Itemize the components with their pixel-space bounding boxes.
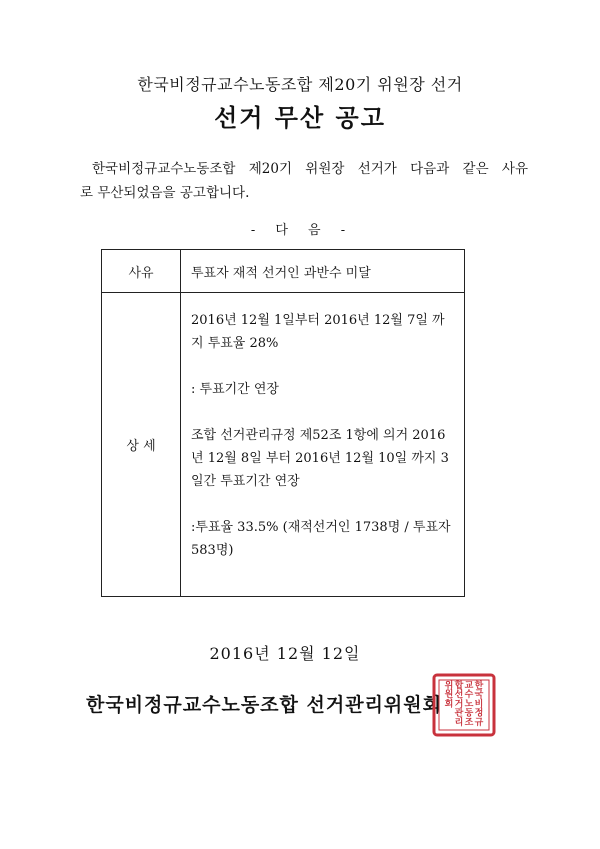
- detail-paragraph: 2016년 12월 1일부터 2016년 12월 7일 까지 투표율 28%: [191, 313, 445, 351]
- seal-glyph: 거: [454, 699, 464, 710]
- seal-glyph: 비: [474, 699, 484, 710]
- seal-glyph: 노: [464, 699, 474, 710]
- detail-row: [102, 293, 465, 597]
- detail-cell: [181, 293, 465, 597]
- seal-glyph: 회: [444, 699, 454, 710]
- seal-glyph: 선: [454, 690, 464, 701]
- seal-glyph: 조: [464, 717, 474, 728]
- announcement-title: 선거 무산 공고: [214, 104, 386, 132]
- detail-label: 상 세: [102, 293, 181, 597]
- reason-row: [102, 250, 465, 293]
- seal-glyph: 국: [474, 690, 484, 701]
- seal-glyph: 리: [454, 717, 464, 728]
- seal-glyph: 수: [464, 690, 474, 701]
- intro-line-1: 한국비정규교수노동조합 제20기 위원장 선거가 다음과 같은 사유: [92, 161, 528, 177]
- seal-glyph: 한: [474, 681, 484, 691]
- notice-table: [101, 249, 465, 597]
- seal-glyph: 원: [444, 690, 454, 701]
- intro-paragraph: [80, 157, 528, 205]
- intro-line-2: 로 무산되었음을 공고합니다.: [80, 185, 250, 201]
- detail-paragraph: : 투표기간 연장: [191, 382, 279, 397]
- official-seal-stamp: [432, 673, 496, 737]
- seal-glyph: 관: [454, 708, 464, 719]
- seal-glyph: 정: [474, 708, 484, 719]
- section-heading: - 다 음 -: [250, 223, 350, 238]
- seal-glyph: 합: [454, 681, 464, 691]
- reason-value: 투표자 재적 선거인 과반수 미달: [181, 250, 465, 293]
- seal-glyph: 규: [474, 717, 484, 728]
- seal-glyph: 동: [464, 708, 474, 719]
- detail-paragraph: :투표율 33.5% (재적선거인 1738명 / 투표자 583명): [191, 520, 451, 558]
- seal-glyph: 교: [464, 681, 474, 691]
- organization-name: 한국비정규교수노동조합 선거관리위원회: [86, 694, 442, 716]
- announcement-date: 2016년 12월 12일: [209, 644, 361, 663]
- seal-glyph: 위: [444, 681, 454, 691]
- detail-paragraph: 조합 선거관리규정 제52조 1항에 의거 2016년 12월 8일 부터 2016년 12월 10일 까지 3일간 투표기간 연장: [191, 428, 449, 489]
- announcement-subtitle: 한국비정규교수노동조합 제20기 위원장 선거: [137, 75, 463, 94]
- reason-label: 사유: [102, 250, 181, 293]
